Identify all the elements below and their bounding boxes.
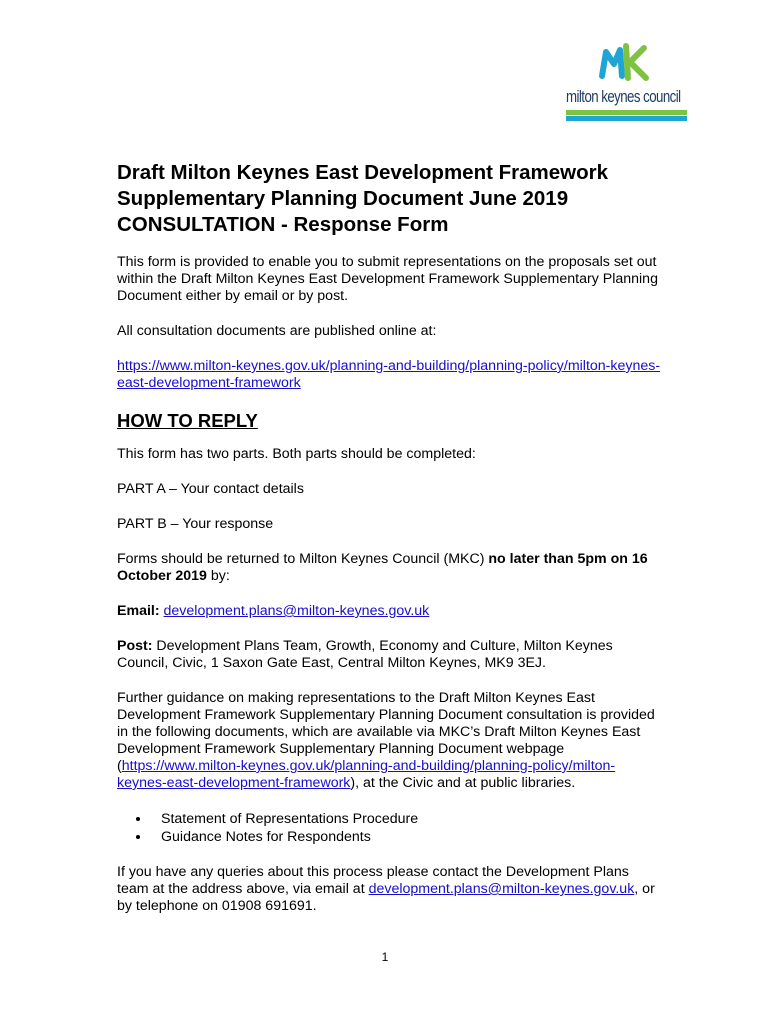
queries-post: , or by telephone on 01908 691691. (117, 881, 655, 914)
logo-blue-bar (566, 116, 687, 121)
guidance-pre: Further guidance on making representations to the Draft Milton Keynes East Development Framework Supplementary Planning Document consultation is provided in the following documents, which are available via MKC’s Draft Milton Keynes East Development Framework Supplementary Planning Document webpage ( (117, 690, 655, 774)
deadline-date: no later than 5pm on 16 October 2019 (117, 551, 648, 584)
queries-email-link[interactable]: development.plans@milton-keynes.gov.uk (368, 881, 635, 897)
guidance-paragraph: Further guidance on making representations to the Draft Milton Keynes East Development Framework Supplementary Planning Document consultation is provided in the following documents, which are available via MKC’s Draft Milton Keynes East Development Framework Supplementary Planning Document webpage (https://www.milton-keynes.gov.uk/planning-and-building/planning-policy/milton-keynes-east-development-framework), at the Civic and at public libraries. (117, 690, 655, 791)
email-label: Email: (117, 603, 160, 619)
logo-green-bar (566, 110, 687, 115)
post-label: Post: (117, 638, 153, 654)
list-item: • Guidance Notes for Respondents (151, 828, 662, 846)
mk-logo-mark (562, 40, 686, 88)
queries-pre: If you have any queries about this process please contact the Development Plans team at the address above, via email at (117, 864, 629, 897)
consultation-documents-link[interactable]: https://www.milton-keynes.gov.uk/planning-and-building/planning-policy/milton-keynes-east-development-framework (117, 358, 661, 391)
guidance-webpage-link[interactable]: https://www.milton-keynes.gov.uk/planning-and-building/planning-policy/milton-keynes-east-development-framework (117, 758, 616, 791)
published-link-paragraph (117, 358, 662, 392)
documents-list (117, 810, 662, 846)
part-b-text: PART B – Your response (117, 516, 274, 532)
document-title: Draft Milton Keynes East Development Framework Supplementary Planning Document June 2019 CONSULTATION - Response Form (117, 161, 608, 236)
parts-intro: This form has two parts. Both parts should be completed: (117, 446, 476, 462)
part-a-text: PART A – Your contact details (117, 481, 304, 497)
list-item: • Statement of Representations Procedure (151, 810, 662, 828)
mk-council-logo (562, 40, 686, 124)
queries-paragraph (117, 864, 662, 915)
guidance-post: , at the Civic and at public libraries. (355, 775, 576, 791)
deadline-pre: Forms should be returned to Milton Keynes Council (MKC) (117, 551, 489, 567)
deadline-paragraph (117, 551, 662, 585)
logo-council-name: milton keynes council (566, 87, 681, 106)
email-link[interactable]: development.plans@milton-keynes.gov.uk (163, 603, 430, 619)
document-body (117, 160, 662, 933)
published-text: All consultation documents are published online at: (117, 323, 437, 339)
how-to-reply-heading: HOW TO REPLY (117, 410, 258, 431)
post-paragraph (117, 638, 662, 672)
post-address: Development Plans Team, Growth, Economy and Culture, Milton Keynes Council, Civic, 1 Saxon Gate East, Central Milton Keynes, MK9 3EJ. (117, 638, 613, 671)
page-number: 1 (381, 950, 389, 964)
email-paragraph (117, 603, 662, 620)
deadline-post: by: (206, 568, 230, 584)
intro-paragraph: This form is provided to enable you to submit representations on the proposals set out within the Draft Milton Keynes East Development Framework Supplementary Planning Document either by email or by post. (117, 254, 658, 304)
